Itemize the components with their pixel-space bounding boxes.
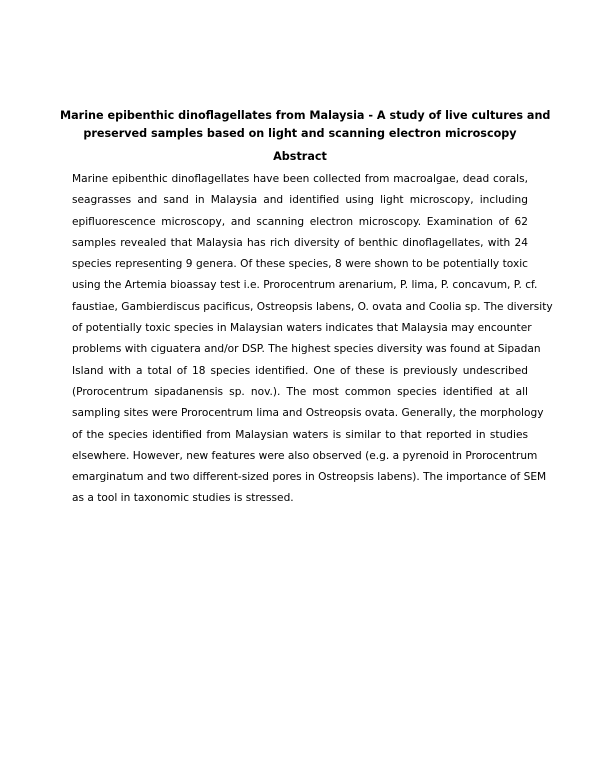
abstract-line: samples revealed that Malaysia has rich diversity of benthic dinoflagellates, with 24 (72, 236, 528, 249)
abstract-line: emarginatum and two different-sized pores in Ostreopsis labens). The importance of SEM (72, 471, 547, 484)
paper-title-line-1: Marine epibenthic dinoflagellates from Malaysia - A study of live cultures and (60, 109, 551, 122)
paper-title (60, 107, 551, 143)
abstract-line: of the species identified from Malaysian waters is similar to that reported in studies (72, 428, 528, 441)
abstract-body (72, 169, 553, 510)
abstract-line: (Prorocentrum sipadanensis sp. nov.). The most common species identified at all (72, 385, 528, 398)
abstract-line: elsewhere. However, new features were also observed (e.g. a pyrenoid in Prorocentrum (72, 449, 538, 462)
abstract-line: species representing 9 genera. Of these species, 8 were shown to be potentially toxic (72, 258, 528, 271)
abstract-line: Island with a total of 18 species identified. One of these is previously undescribed (72, 364, 528, 377)
abstract-heading: Abstract (273, 150, 327, 163)
paper-title-line-2: preserved samples based on light and scanning electron microscopy (83, 127, 517, 140)
abstract-line: problems with ciguatera and/or DSP. The highest species diversity was found at Sipadan (72, 343, 541, 356)
abstract-line: faustiae, Gambierdiscus pacificus, Ostreopsis labens, O. ovata and Coolia sp. The diversity (72, 300, 553, 313)
abstract-line: Marine epibenthic dinoflagellates have been collected from macroalgae, dead corals, (72, 173, 528, 185)
abstract-line: sampling sites were Prorocentrum lima and Ostreopsis ovata. Generally, the morphology (72, 407, 544, 420)
abstract-line: of potentially toxic species in Malaysian waters indicates that Malaysia may encounter (72, 322, 532, 335)
abstract-line: using the Artemia bioassay test i.e. Prorocentrum arenarium, P. lima, P. concavum, P. cf. (72, 279, 538, 292)
abstract-line: seagrasses and sand in Malaysia and identified using light microscopy, including (72, 194, 528, 207)
abstract-line: as a tool in taxonomic studies is stressed. (72, 492, 294, 505)
abstract-line: epifluorescence microscopy, and scanning electron microscopy. Examination of 62 (72, 215, 528, 228)
